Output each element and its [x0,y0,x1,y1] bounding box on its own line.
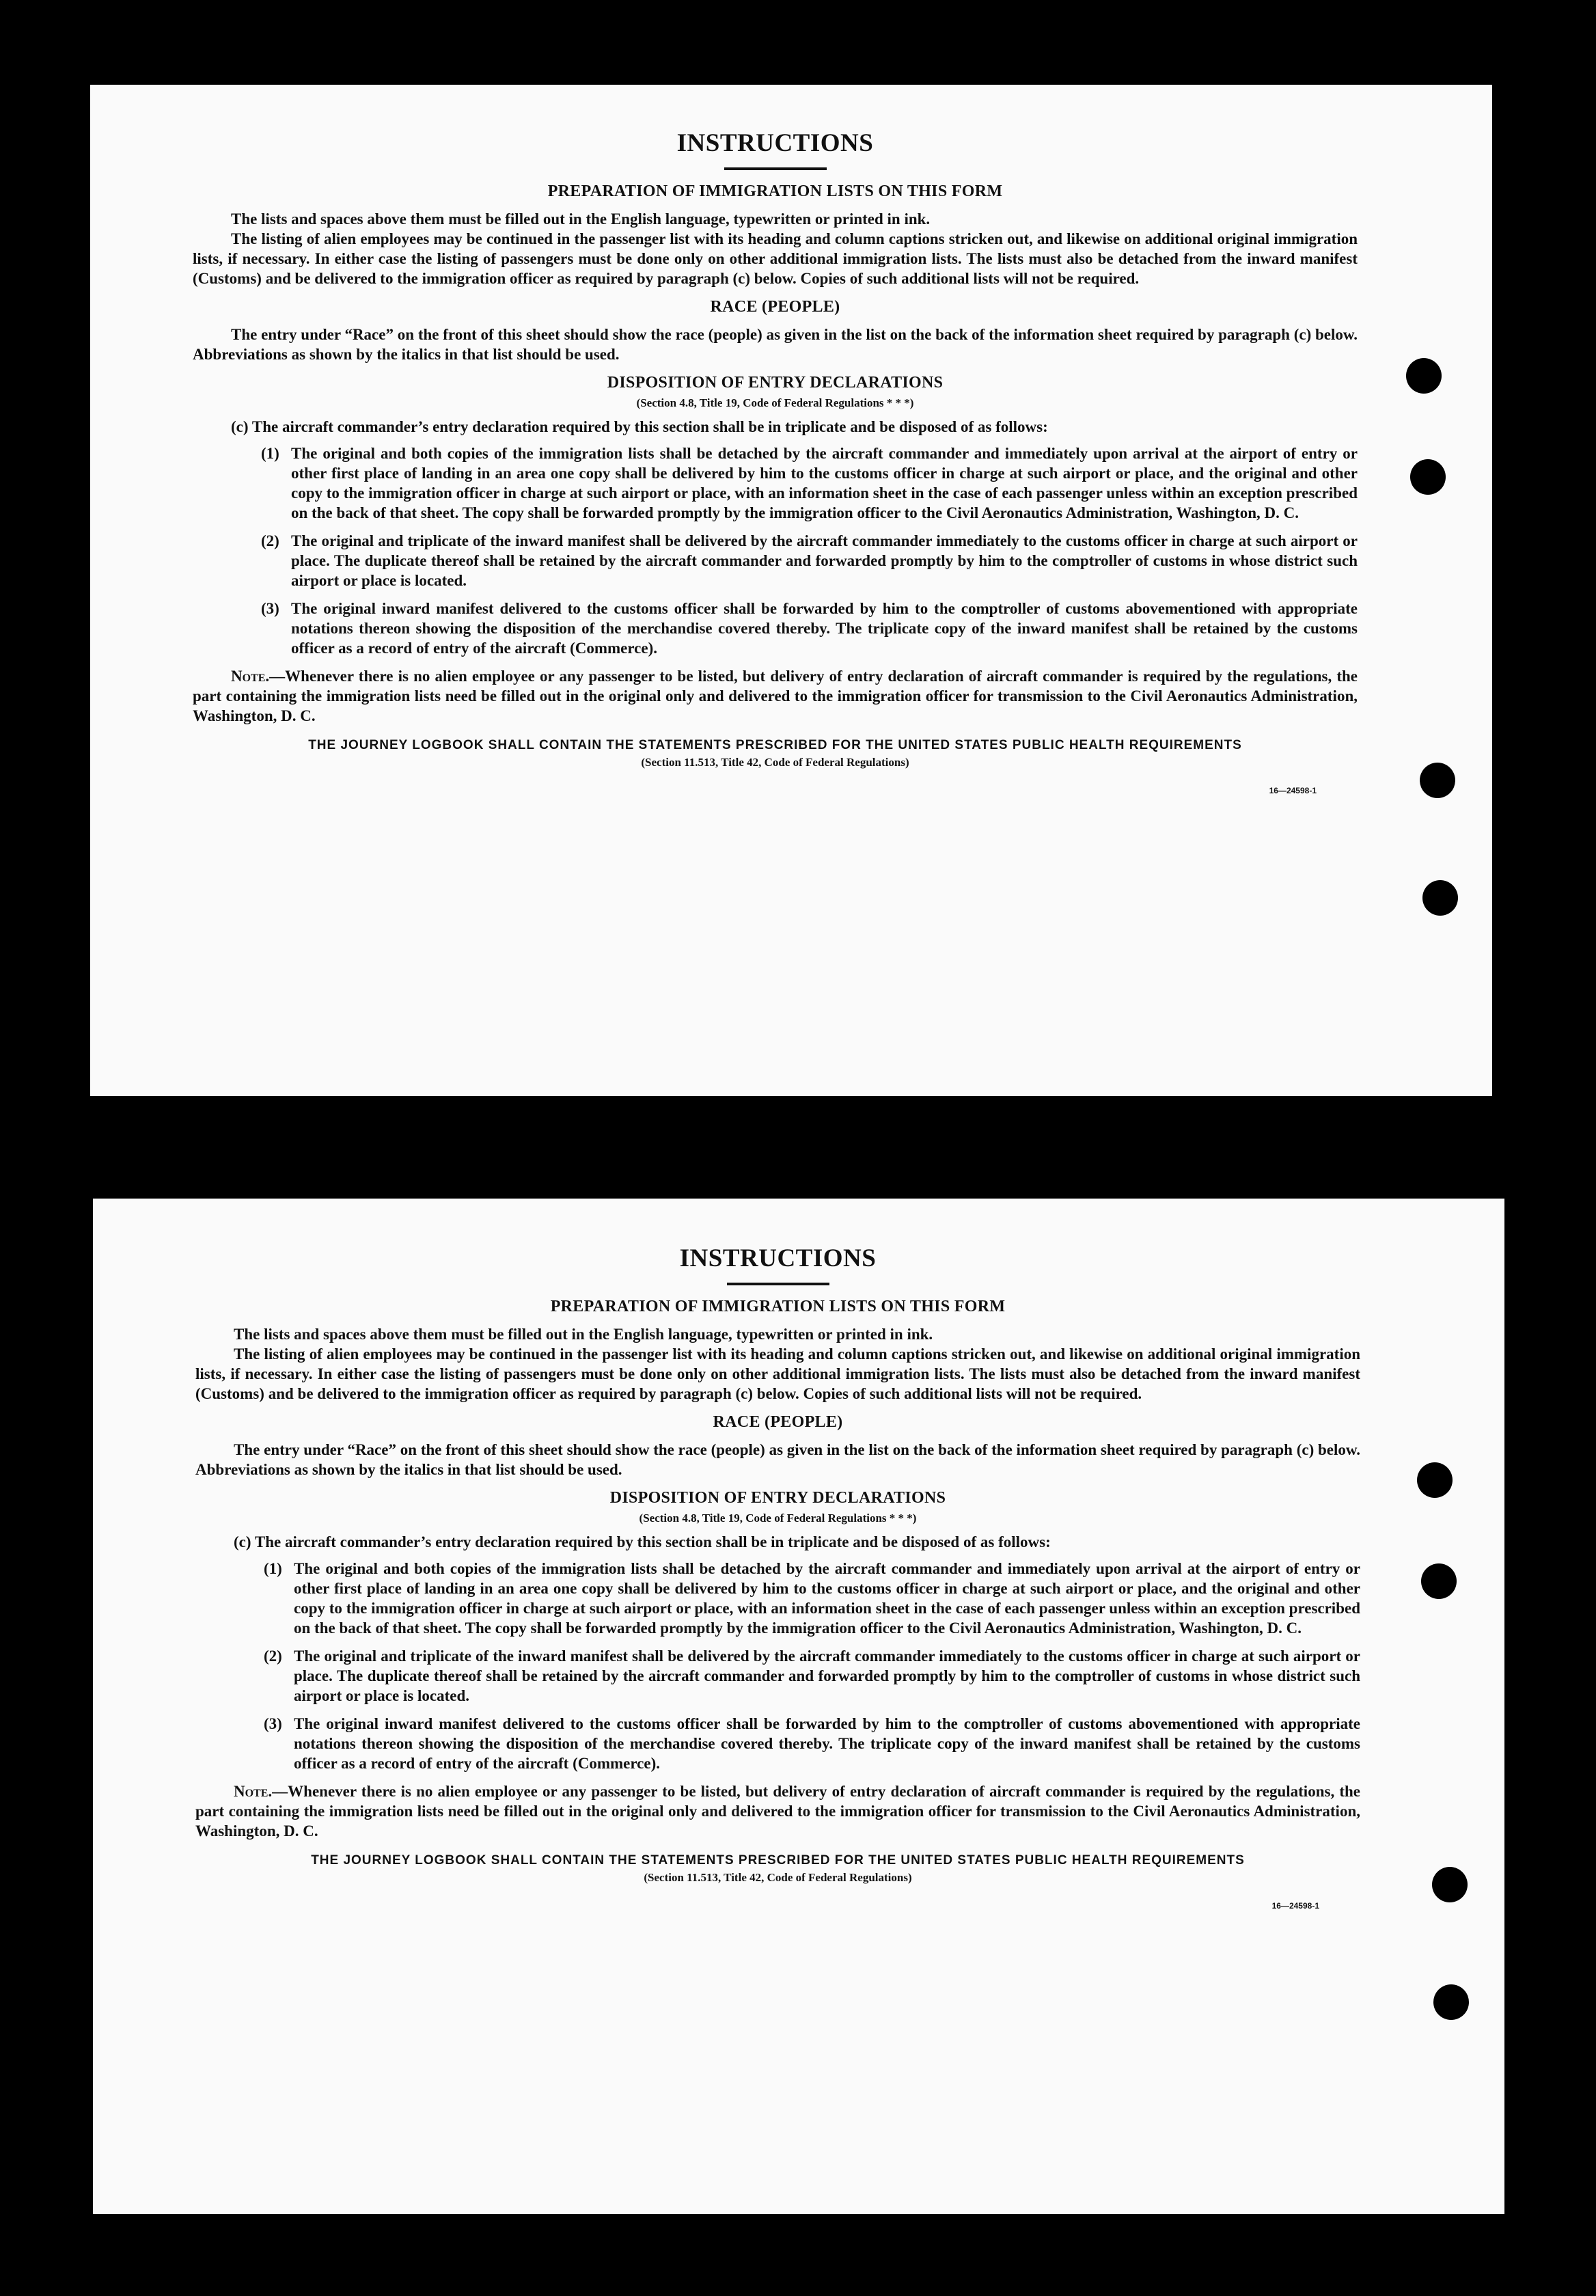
list-item-text: The original inward manifest delivered to the customs officer shall be forwarded by him to the comptroller of customs abovementioned with appropriate notations thereon showing the disposition of the merchandise covered thereby. The triplicate copy of the inward manifest shall be retained by the customs officer as a record of entry of the aircraft (Commerce). [294,1715,1360,1772]
paragraph-c-intro: (c) The aircraft commander’s entry declaration required by this section shall be in triplicate and be disposed of as follows: [231,418,1048,435]
list-item [261,443,1358,523]
journey-citation: (Section 11.513, Title 42, Code of Federal Regulations) [641,756,909,769]
list-item [264,1646,1360,1706]
paragraph-preparation-1: The lists and spaces above them must be filled out in the English language, typewritten or printed in ink. [231,210,931,228]
punch-hole [1422,880,1458,916]
punch-hole [1406,358,1442,394]
list-item-text: The original and triplicate of the inward manifest shall be delivered by the aircraft commander immediately to the customs officer in charge at such airport or place. The duplicate thereof shall be retained by the aircraft commander and forwarded promptly by him to the comptroller of customs in whose district such airport or place is located. [291,532,1358,589]
list-item-number: (2) [261,532,279,549]
note-paragraph [195,1781,1360,1841]
note-text: —Whenever there is no alien employee or any passenger to be listed, but delivery of entry declaration of aircraft commander is required by the regulations, the part containing the immigration lists need be filled out in the original only and delivered to the immigration officer for transmission to the Civil Aeronautics Administration, Washington, D. C. [193,668,1358,724]
section-heading-preparation: PREPARATION OF IMMIGRATION LISTS ON THIS FORM [550,1298,1006,1315]
paragraph-preparation-2: The listing of alien employees may be continued in the passenger list with its heading and column captions stricken out, and likewise on additional original immigration lists, if necessary. In either case the listing of passengers must be done only on other additional immigration lists. The lists must also be detached from the inward manifest (Customs) and be delivered to the immigration officer as required by paragraph (c) below. Copies of such additional lists will not be required. [193,230,1358,287]
journey-logbook-statement: THE JOURNEY LOGBOOK SHALL CONTAIN THE STATEMENTS PRESCRIBED FOR THE UNITED STATES PUBLIC HEALTH REQUIREMENTS [311,1853,1245,1868]
section-heading-disposition: DISPOSITION OF ENTRY DECLARATIONS [609,1489,946,1507]
punch-hole [1420,763,1455,798]
list-item-number: (1) [261,445,279,462]
paragraph-preparation-1: The lists and spaces above them must be filled out in the English language, typewritten or printed in ink. [234,1326,933,1343]
form-number: 16—24598-1 [1269,786,1317,795]
list-item-number: (2) [264,1648,282,1665]
journey-citation: (Section 11.513, Title 42, Code of Federal Regulations) [644,1871,912,1884]
list-item-text: The original and both copies of the immigration lists shall be detached by the aircraft commander and immediately upon arrival at the airport of entry or other first place of landing in an area one copy shall be delivered by him to the customs officer in charge at such airport or place, and the original and other copy to the immigration officer in charge at such airport or place, with an information sheet in the case of each passenger unless within an exception prescribed on the back of that sheet. The copy shall be forwarded promptly by the immigration officer to the Civil Aeronautics Administration, Washington, D. C. [291,445,1358,521]
note-label: Note. [234,1783,273,1800]
note-text: —Whenever there is no alien employee or any passenger to be listed, but delivery of entry declaration of aircraft commander is required by the regulations, the part containing the immigration lists need be filled out in the original only and delivered to the immigration officer for transmission to the Civil Aeronautics Administration, Washington, D. C. [195,1783,1360,1840]
instruction-sheet-bottom [93,1199,1504,2214]
list-item-number: (3) [261,600,279,617]
sheet-content [195,1244,1360,1911]
paragraph-race: The entry under “Race” on the front of this sheet should show the race (people) as given in the list on the back of the information sheet required by paragraph (c) below. Abbreviations as shown by the italics in that list should be used. [193,326,1358,363]
sheet-content [193,128,1358,795]
page-title: INSTRUCTIONS [676,129,874,157]
list-item [261,599,1358,658]
title-rule [724,167,827,170]
disposition-citation: (Section 4.8, Title 19, Code of Federal Regulations * * *) [636,396,914,409]
punch-hole [1433,1984,1469,2020]
note-label: Note. [231,668,270,685]
form-number: 16—24598-1 [1271,1901,1319,1911]
punch-hole [1417,1462,1453,1498]
list-item-number: (1) [264,1560,282,1577]
list-item [261,531,1358,590]
page-title: INSTRUCTIONS [679,1244,877,1272]
list-item-number: (3) [264,1715,282,1732]
punch-hole [1432,1867,1468,1902]
list-item-text: The original inward manifest delivered to the customs officer shall be forwarded by him to the comptroller of customs abovementioned with appropriate notations thereon showing the disposition of the merchandise covered thereby. The triplicate copy of the inward manifest shall be retained by the customs officer as a record of entry of the aircraft (Commerce). [291,600,1358,657]
list-item-text: The original and triplicate of the inward manifest shall be delivered by the aircraft commander immediately to the customs officer in charge at such airport or place. The duplicate thereof shall be retained by the aircraft commander and forwarded promptly by him to the comptroller of customs in whose district such airport or place is located. [294,1648,1360,1704]
note-paragraph [193,666,1358,726]
section-heading-preparation: PREPARATION OF IMMIGRATION LISTS ON THIS FORM [547,182,1003,200]
section-heading-race: RACE (PEOPLE) [713,1413,843,1431]
list-item [264,1714,1360,1773]
paragraph-c-intro: (c) The aircraft commander’s entry declaration required by this section shall be in triplicate and be disposed of as follows: [234,1533,1051,1550]
section-heading-race: RACE (PEOPLE) [710,298,840,316]
paragraph-preparation-2: The listing of alien employees may be continued in the passenger list with its heading and column captions stricken out, and likewise on additional original immigration lists, if necessary. In either case the listing of passengers must be done only on other additional immigration lists. The lists must also be detached from the inward manifest (Customs) and be delivered to the immigration officer as required by paragraph (c) below. Copies of such additional lists will not be required. [195,1345,1360,1402]
instruction-sheet-top [90,85,1492,1096]
list-item [264,1559,1360,1638]
punch-hole [1421,1563,1457,1599]
disposition-citation: (Section 4.8, Title 19, Code of Federal Regulations * * *) [639,1512,917,1525]
section-heading-disposition: DISPOSITION OF ENTRY DECLARATIONS [607,374,944,392]
journey-logbook-statement: THE JOURNEY LOGBOOK SHALL CONTAIN THE STATEMENTS PRESCRIBED FOR THE UNITED STATES PUBLIC HEALTH REQUIREMENTS [308,738,1242,752]
list-item-text: The original and both copies of the immigration lists shall be detached by the aircraft commander and immediately upon arrival at the airport of entry or other first place of landing in an area one copy shall be delivered by him to the customs officer in charge at such airport or place, and the original and other copy to the immigration officer in charge at such airport or place, with an information sheet in the case of each passenger unless within an exception prescribed on the back of that sheet. The copy shall be forwarded promptly by the immigration officer to the Civil Aeronautics Administration, Washington, D. C. [294,1560,1360,1637]
paragraph-race: The entry under “Race” on the front of this sheet should show the race (people) as given in the list on the back of the information sheet required by paragraph (c) below. Abbreviations as shown by the italics in that list should be used. [195,1441,1360,1478]
punch-hole [1410,459,1446,495]
title-rule [727,1283,829,1285]
